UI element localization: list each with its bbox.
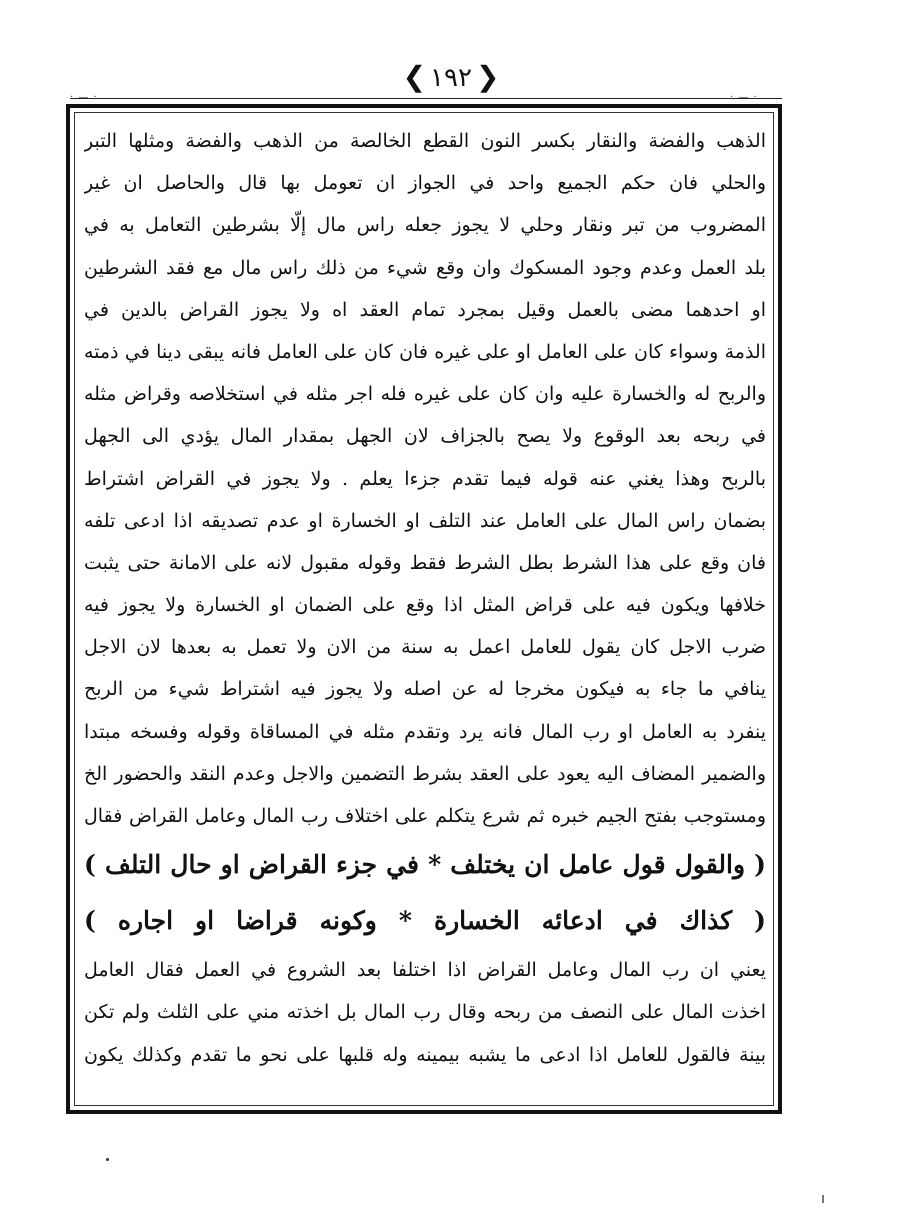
stray-mark <box>822 1195 824 1203</box>
body-line: الذمة وسواء كان على العامل او على غيره فان كان على العامل فانه يبقى دينا في ذمته <box>84 340 766 363</box>
text-body <box>84 120 766 1076</box>
body-line: فان وقع على هذا الشرط بطل الشرط فقط وقوله مقبول لانه على الامانة حتى يثبت <box>84 551 766 574</box>
body-line: والحلي فان حكم الجميع واحد في الجواز ان تعومل بها قال والحاصل ان غير <box>84 172 766 195</box>
page-number <box>0 60 902 93</box>
body-line: الذهب والفضة والنقار بكسر النون القطع الخالصة من الذهب والفضة ومثلها التبر <box>84 130 766 152</box>
ornament-left-icon: ❮ <box>475 60 500 93</box>
verse-line: ( والقول قول عامل ان يختلف * في جزء القراض او حال التلف ) <box>84 850 766 880</box>
body-line: يعني ان رب المال وعامل القراض اذا اختلفا بعد الشروع في العمل فقال العامل <box>84 959 766 982</box>
rule-ornament-icon: · — · <box>730 92 758 103</box>
body-line: ومستوجب بفتح الجيم خبره ثم شرع يتكلم على اختلاف رب المال وعامل القراض فقال <box>84 805 766 827</box>
body-line: او احدهما مضى بالعمل وقيل بمجرد تمام العقد اه ولا يجوز القراض بالدين في <box>84 298 766 321</box>
body-line: المضروب من تبر ونقار وحلي لا يجوز جعله راس مال إلّا بشرطين التعامل به في <box>84 214 766 237</box>
body-line: والضمير المضاف اليه يعود على العقد بشرط التضمين والاجل وعدم النقد والحضور الخ <box>84 762 766 785</box>
body-line: ينفرد به العامل او رب المال فانه يرد وتقدم مثله في المساقاة وقوله وفسخه مبتدا <box>84 720 766 743</box>
top-rule <box>70 98 782 99</box>
body-line: بلد العمل وعدم وجود المسكوك وان وقع شيء من ذلك راس مال مع فقد الشرطين <box>84 256 766 279</box>
body-line: خلافها ويكون فيه على قراض المثل اذا وقع على الضمان او الخسارة ولا يجوز فيه <box>84 594 766 617</box>
stray-mark <box>106 1158 109 1161</box>
body-line: ينافي ما جاء به فيكون مخرجا له عن اصله ولا يجوز فيه اشتراط شيء من الربح <box>84 678 766 701</box>
body-line: بالربح وهذا يغني عنه قوله فيما تقدم جزءا يعلم . ولا يجوز في القراض اشتراط <box>84 467 766 490</box>
body-line: بضمان راس المال على العامل عند التلف او الخسارة او عدم تصديقه اذا ادعى تلفه <box>84 509 766 532</box>
page-number-text: ١٩٢ <box>430 63 472 93</box>
body-line: في ربحه بعد الوقوع ولا يصح بالجزاف لان الجهل بمقدار المال يؤدي الى الجهل <box>84 425 766 448</box>
verse-line: ( كذاك في ادعائه الخسارة * وكونه قراضا او اجاره ) <box>84 906 766 936</box>
body-line: بينة فالقول للعامل اذا ادعى ما يشبه بيمينه وله قلبها على نحو ما تقدم وكذلك يكون <box>84 1043 766 1066</box>
body-line: ضرب الاجل كان يقول للعامل اعمل به سنة من الان ولا تعمل به بعدها لان الاجل <box>84 636 766 659</box>
rule-ornament-icon: · — · <box>70 92 98 103</box>
body-line: اخذت المال على النصف من ربحه وقال رب المال بل اخذته مني على الثلث ولم تكن <box>84 1001 766 1024</box>
ornament-right-icon: ❯ <box>402 60 427 93</box>
body-line: والربح له والخسارة عليه وان كان على غيره فله اجر مثله في استخلاصه وقراض مثله <box>84 383 766 406</box>
